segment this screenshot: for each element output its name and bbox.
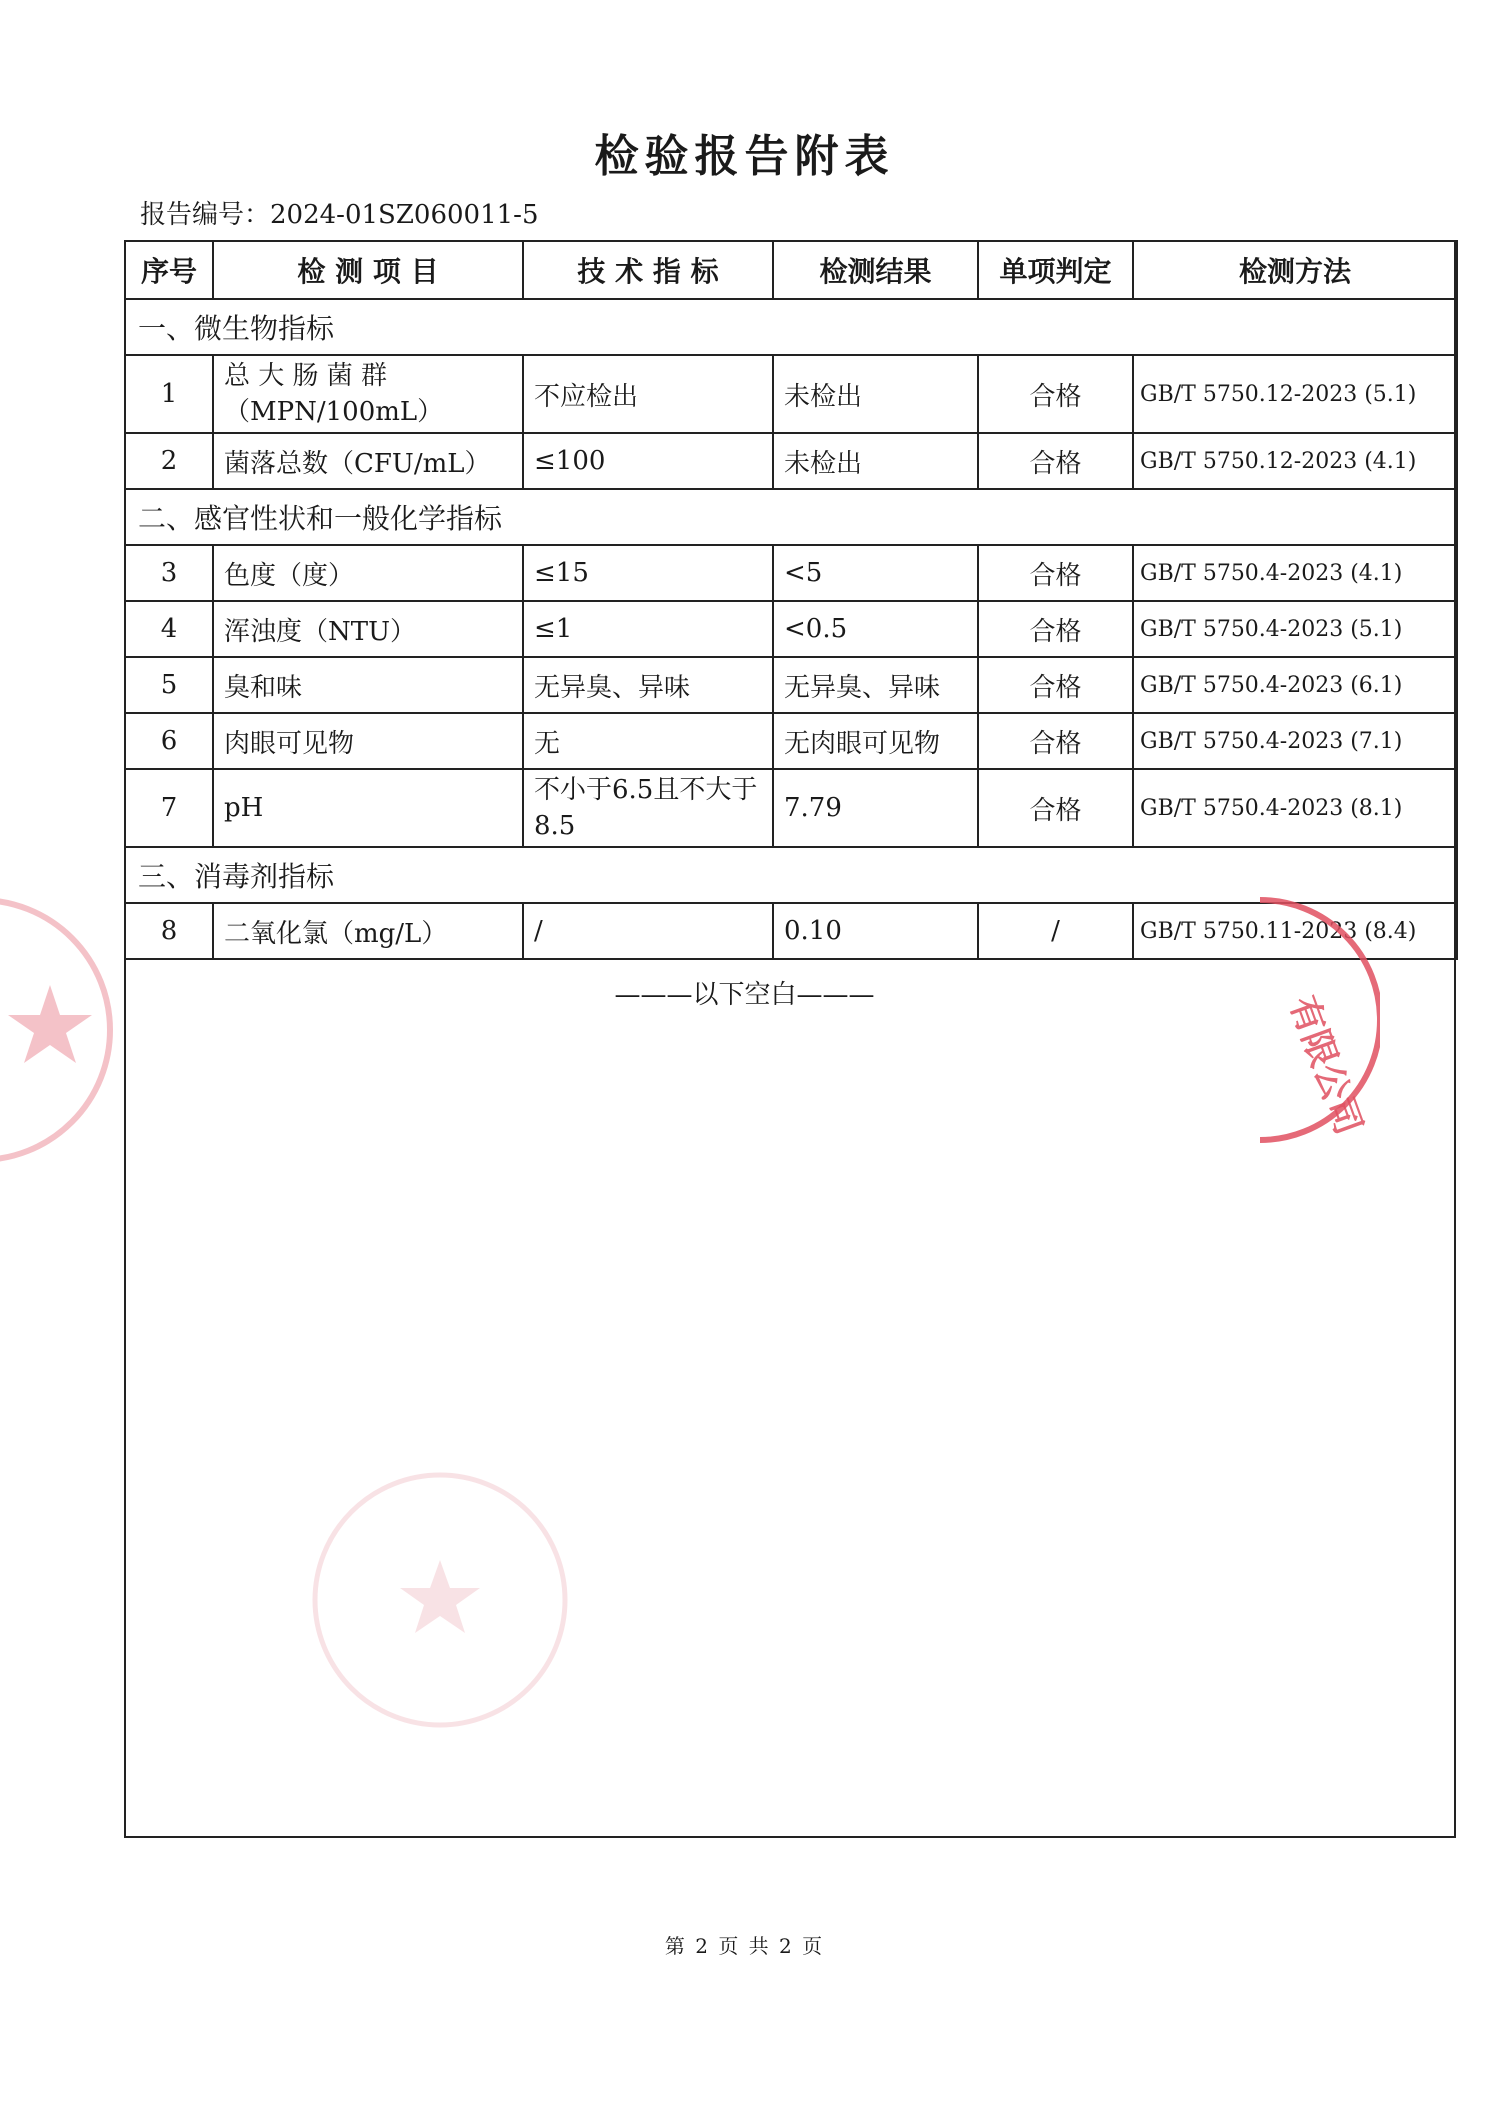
cell-standard: ≤1	[523, 601, 773, 657]
cell-item: 色度（度）	[213, 545, 523, 601]
cell-method: GB/T 5750.11-2023 (8.4)	[1133, 903, 1457, 959]
section-title: 三、消毒剂指标	[125, 847, 1457, 903]
results-table	[124, 240, 1458, 960]
cell-result: 未检出	[773, 433, 978, 489]
header-no: 序号	[125, 241, 213, 299]
table-row	[125, 713, 1457, 769]
cell-method: GB/T 5750.4-2023 (8.1)	[1133, 769, 1457, 847]
cell-no: 5	[125, 657, 213, 713]
cell-result: 7.79	[773, 769, 978, 847]
seal-left-edge	[0, 880, 120, 1180]
table-row	[125, 545, 1457, 601]
cell-result: 无异臭、异味	[773, 657, 978, 713]
table-row	[125, 355, 1457, 433]
cell-standard: 不应检出	[523, 355, 773, 433]
cell-judgement: 合格	[978, 657, 1133, 713]
document-title: 检验报告附表	[594, 131, 895, 182]
table-row	[125, 657, 1457, 713]
table-header-row	[125, 241, 1457, 299]
cell-standard: 无	[523, 713, 773, 769]
cell-no: 7	[125, 769, 213, 847]
cell-no: 3	[125, 545, 213, 601]
table-row	[125, 903, 1457, 959]
header-result: 检测结果	[773, 241, 978, 299]
table-row	[125, 433, 1457, 489]
cell-judgement: 合格	[978, 545, 1133, 601]
cell-judgement: /	[978, 903, 1133, 959]
cell-method: GB/T 5750.4-2023 (5.1)	[1133, 601, 1457, 657]
cell-item: 菌落总数（CFU/mL）	[213, 433, 523, 489]
cell-method: GB/T 5750.4-2023 (7.1)	[1133, 713, 1457, 769]
cell-no: 8	[125, 903, 213, 959]
blank-end-marker: ———以下空白———	[614, 980, 875, 1010]
cell-result: 无肉眼可见物	[773, 713, 978, 769]
cell-no: 1	[125, 355, 213, 433]
header-judgement: 单项判定	[978, 241, 1133, 299]
cell-result: 未检出	[773, 355, 978, 433]
cell-standard: ≤100	[523, 433, 773, 489]
section-title: 一、微生物指标	[125, 299, 1457, 355]
report-number: 报告编号：2024-01SZ060011-5	[140, 200, 539, 230]
section-title: 二、感官性状和一般化学指标	[125, 489, 1457, 545]
page-footer: 第 2 页 共 2 页	[664, 1934, 825, 1958]
table-row	[125, 601, 1457, 657]
header-standard: 技 术 指 标	[523, 241, 773, 299]
cell-judgement: 合格	[978, 433, 1133, 489]
cell-standard: ≤15	[523, 545, 773, 601]
header-item: 检 测 项 目	[213, 241, 523, 299]
table-row	[125, 769, 1457, 847]
seal-text: 有限公司	[1281, 990, 1370, 1141]
section-row	[125, 299, 1457, 355]
header-method: 检测方法	[1133, 241, 1457, 299]
cell-result: <0.5	[773, 601, 978, 657]
cell-method: GB/T 5750.12-2023 (5.1)	[1133, 355, 1457, 433]
cell-method: GB/T 5750.12-2023 (4.1)	[1133, 433, 1457, 489]
cell-standard: /	[523, 903, 773, 959]
cell-item: pH	[213, 769, 523, 847]
cell-item: 臭和味	[213, 657, 523, 713]
section-row	[125, 489, 1457, 545]
cell-no: 4	[125, 601, 213, 657]
cell-item: 总 大 肠 菌 群（MPN/100mL）	[213, 355, 523, 433]
cell-judgement: 合格	[978, 769, 1133, 847]
cell-result: <5	[773, 545, 978, 601]
cell-judgement: 合格	[978, 713, 1133, 769]
cell-no: 2	[125, 433, 213, 489]
cell-judgement: 合格	[978, 601, 1133, 657]
cell-item: 浑浊度（NTU）	[213, 601, 523, 657]
cell-method: GB/T 5750.4-2023 (6.1)	[1133, 657, 1457, 713]
cell-no: 6	[125, 713, 213, 769]
cell-standard: 不小于6.5且不大于8.5	[523, 769, 773, 847]
cell-standard: 无异臭、异味	[523, 657, 773, 713]
section-row	[125, 847, 1457, 903]
cell-judgement: 合格	[978, 355, 1133, 433]
cell-method: GB/T 5750.4-2023 (4.1)	[1133, 545, 1457, 601]
cell-result: 0.10	[773, 903, 978, 959]
cell-item: 二氧化氯（mg/L）	[213, 903, 523, 959]
cell-item: 肉眼可见物	[213, 713, 523, 769]
